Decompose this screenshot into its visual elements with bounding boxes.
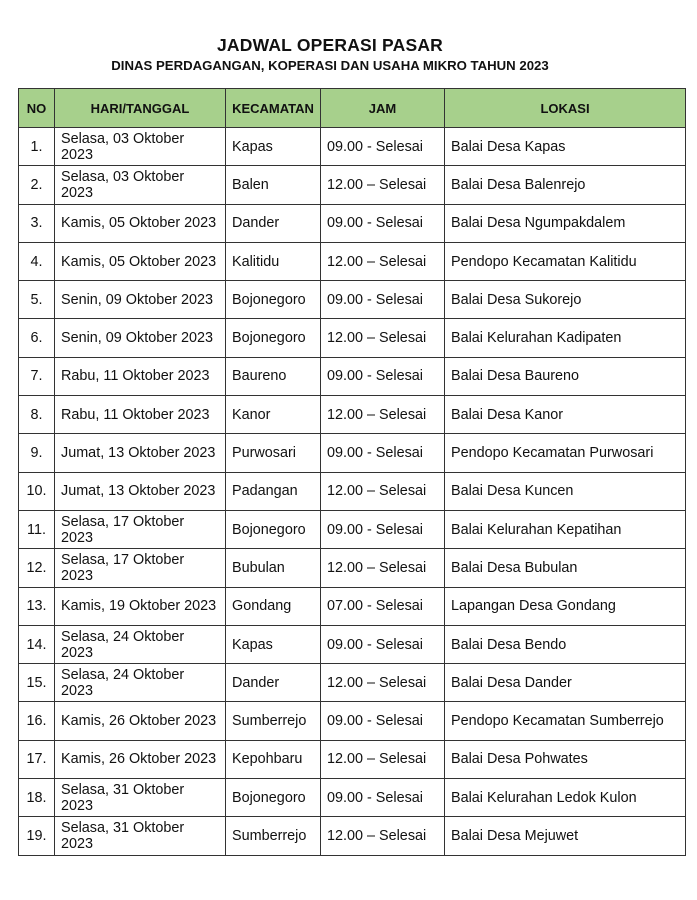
row-lokasi: Pendopo Kecamatan Sumberrejo [445,702,686,740]
row-number: 13. [19,587,55,625]
row-lokasi: Balai Desa Dander [445,664,686,702]
row-kecamatan: Baureno [226,357,321,395]
row-kecamatan: Sumberrejo [226,817,321,855]
row-kecamatan: Kapas [226,128,321,166]
table-row [19,204,686,242]
row-hari-tanggal: Rabu, 11 Oktober 2023 [55,396,226,434]
row-number: 12. [19,549,55,587]
table-row [19,281,686,319]
row-lokasi: Pendopo Kecamatan Purwosari [445,434,686,472]
row-kecamatan: Balen [226,166,321,204]
row-jam: 12.00 – Selesai [321,396,445,434]
header-lokasi: LOKASI [445,89,686,128]
row-jam: 12.00 – Selesai [321,664,445,702]
table-row [19,242,686,280]
row-jam: 12.00 – Selesai [321,549,445,587]
header-jam: JAM [321,89,445,128]
row-number: 7. [19,357,55,395]
row-hari-tanggal: Jumat, 13 Oktober 2023 [55,472,226,510]
row-hari-tanggal: Selasa, 03 Oktober 2023 [55,166,226,204]
table-row [19,817,686,855]
row-hari-tanggal: Selasa, 03 Oktober 2023 [55,128,226,166]
row-kecamatan: Purwosari [226,434,321,472]
row-jam: 12.00 – Selesai [321,740,445,778]
table-row [19,434,686,472]
row-kecamatan: Kalitidu [226,242,321,280]
row-hari-tanggal: Kamis, 05 Oktober 2023 [55,242,226,280]
row-hari-tanggal: Kamis, 26 Oktober 2023 [55,702,226,740]
row-kecamatan: Sumberrejo [226,702,321,740]
row-number: 19. [19,817,55,855]
row-hari-tanggal: Rabu, 11 Oktober 2023 [55,357,226,395]
row-jam: 09.00 - Selesai [321,357,445,395]
row-number: 6. [19,319,55,357]
row-jam: 09.00 - Selesai [321,510,445,548]
row-kecamatan: Gondang [226,587,321,625]
row-kecamatan: Dander [226,664,321,702]
row-kecamatan: Kanor [226,396,321,434]
row-hari-tanggal: Jumat, 13 Oktober 2023 [55,434,226,472]
table-row [19,779,686,817]
row-hari-tanggal: Selasa, 24 Oktober 2023 [55,664,226,702]
row-jam: 09.00 - Selesai [321,281,445,319]
table-row [19,166,686,204]
row-jam: 09.00 - Selesai [321,625,445,663]
row-jam: 09.00 - Selesai [321,204,445,242]
row-hari-tanggal: Senin, 09 Oktober 2023 [55,319,226,357]
table-row [19,664,686,702]
row-number: 4. [19,242,55,280]
row-kecamatan: Bojonegoro [226,281,321,319]
table-row [19,702,686,740]
row-jam: 09.00 - Selesai [321,702,445,740]
table-row [19,396,686,434]
row-jam: 07.00 - Selesai [321,587,445,625]
row-lokasi: Balai Desa Bendo [445,625,686,663]
row-kecamatan: Bojonegoro [226,510,321,548]
row-lokasi: Balai Desa Bubulan [445,549,686,587]
row-lokasi: Balai Desa Kapas [445,128,686,166]
row-lokasi: Balai Desa Kanor [445,396,686,434]
row-hari-tanggal: Kamis, 05 Oktober 2023 [55,204,226,242]
header-hari-tanggal: HARI/TANGGAL [55,89,226,128]
table-body [19,128,686,856]
row-lokasi: Lapangan Desa Gondang [445,587,686,625]
row-lokasi: Balai Kelurahan Ledok Kulon [445,779,686,817]
row-number: 15. [19,664,55,702]
row-number: 3. [19,204,55,242]
row-kecamatan: Kepohbaru [226,740,321,778]
table-row [19,472,686,510]
table-row [19,357,686,395]
document-subtitle: DINAS PERDAGANGAN, KOPERASI DAN USAHA MIKRO TAHUN 2023 [111,58,549,73]
row-jam: 12.00 – Selesai [321,817,445,855]
row-jam: 09.00 - Selesai [321,434,445,472]
row-lokasi: Balai Desa Baureno [445,357,686,395]
row-lokasi: Balai Desa Ngumpakdalem [445,204,686,242]
row-lokasi: Balai Kelurahan Kepatihan [445,510,686,548]
row-lokasi: Balai Desa Mejuwet [445,817,686,855]
table-row [19,625,686,663]
row-lokasi: Balai Kelurahan Kadipaten [445,319,686,357]
table-row [19,587,686,625]
table-header-row [19,89,686,128]
table-row [19,740,686,778]
row-kecamatan: Bubulan [226,549,321,587]
row-number: 10. [19,472,55,510]
schedule-table [18,88,686,856]
row-kecamatan: Bojonegoro [226,319,321,357]
table-row [19,549,686,587]
row-number: 18. [19,779,55,817]
row-jam: 09.00 - Selesai [321,128,445,166]
row-kecamatan: Bojonegoro [226,779,321,817]
row-lokasi: Balai Desa Sukorejo [445,281,686,319]
table-row [19,128,686,166]
table-row [19,510,686,548]
row-kecamatan: Kapas [226,625,321,663]
row-kecamatan: Padangan [226,472,321,510]
document-title: JADWAL OPERASI PASAR [216,35,444,55]
row-hari-tanggal: Selasa, 24 Oktober 2023 [55,625,226,663]
row-number: 1. [19,128,55,166]
row-number: 2. [19,166,55,204]
row-number: 5. [19,281,55,319]
row-number: 11. [19,510,55,548]
row-jam: 12.00 – Selesai [321,166,445,204]
row-jam: 12.00 – Selesai [321,472,445,510]
row-hari-tanggal: Kamis, 26 Oktober 2023 [55,740,226,778]
row-lokasi: Balai Desa Pohwates [445,740,686,778]
header-no: NO [19,89,55,128]
row-lokasi: Balai Desa Kuncen [445,472,686,510]
row-hari-tanggal: Senin, 09 Oktober 2023 [55,281,226,319]
header-kecamatan: KECAMATAN [226,89,321,128]
row-hari-tanggal: Selasa, 17 Oktober 2023 [55,510,226,548]
row-number: 16. [19,702,55,740]
row-jam: 12.00 – Selesai [321,242,445,280]
table-row [19,319,686,357]
row-number: 14. [19,625,55,663]
row-jam: 12.00 – Selesai [321,319,445,357]
row-lokasi: Balai Desa Balenrejo [445,166,686,204]
row-hari-tanggal: Selasa, 17 Oktober 2023 [55,549,226,587]
row-lokasi: Pendopo Kecamatan Kalitidu [445,242,686,280]
row-hari-tanggal: Kamis, 19 Oktober 2023 [55,587,226,625]
row-number: 8. [19,396,55,434]
row-hari-tanggal: Selasa, 31 Oktober 2023 [55,779,226,817]
row-number: 9. [19,434,55,472]
row-number: 17. [19,740,55,778]
row-jam: 09.00 - Selesai [321,779,445,817]
row-kecamatan: Dander [226,204,321,242]
row-hari-tanggal: Selasa, 31 Oktober 2023 [55,817,226,855]
